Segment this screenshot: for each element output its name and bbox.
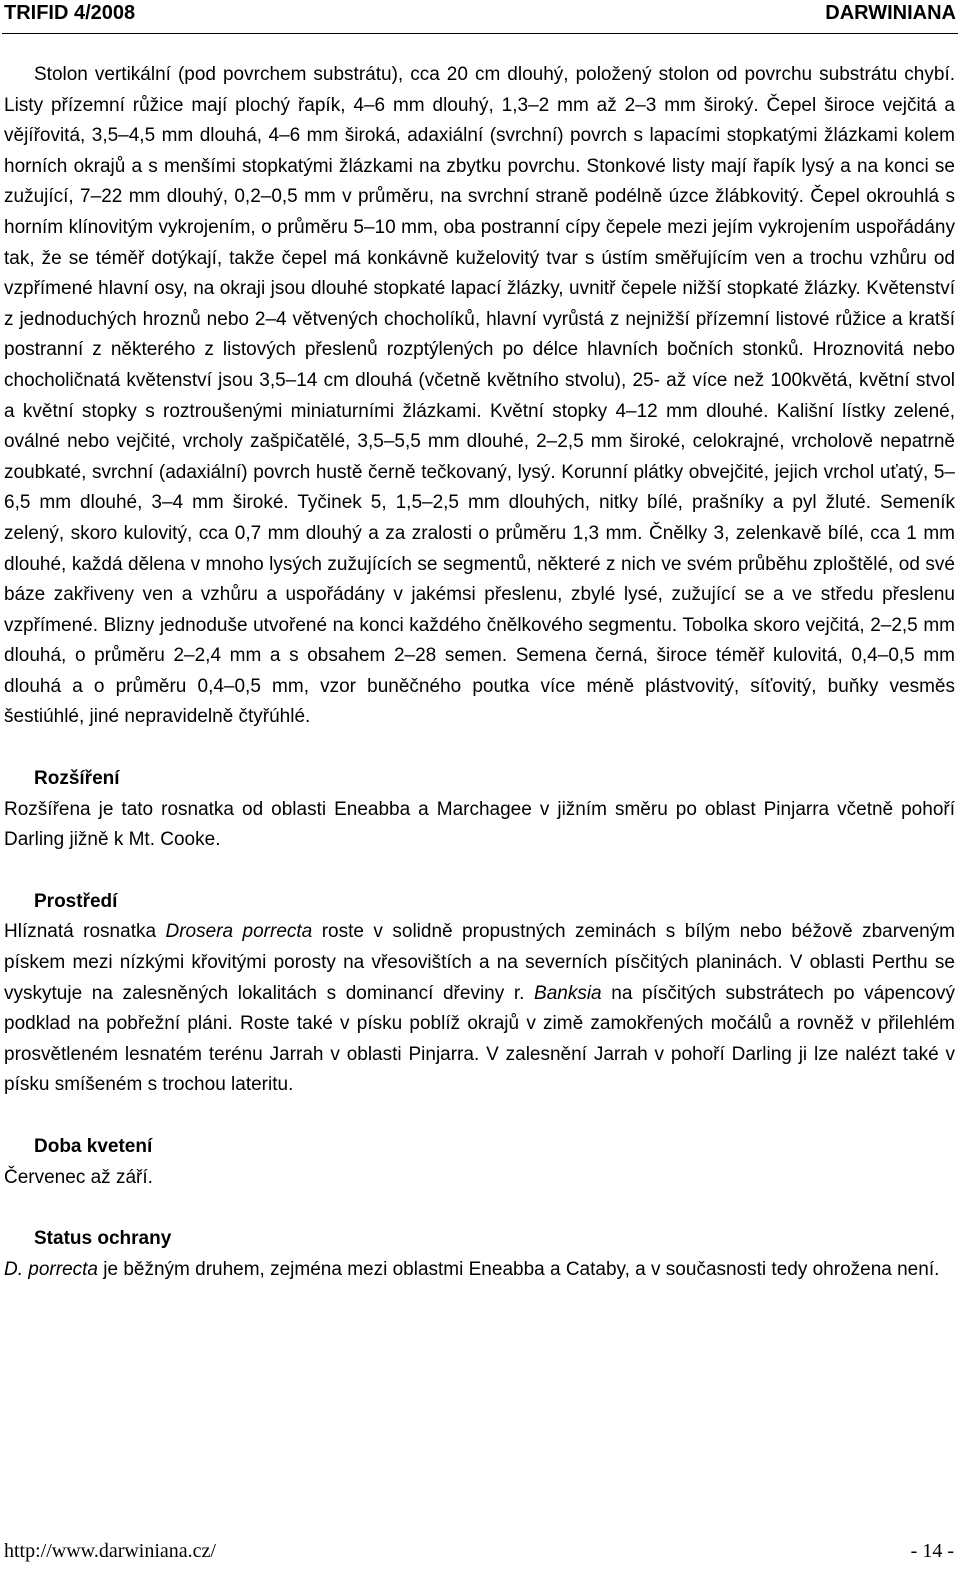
journal-issue: TRIFID 4/2008: [4, 2, 136, 24]
flowering-section: [4, 1132, 955, 1193]
habitat-text-1: Hlíznatá rosnatka: [4, 921, 166, 943]
footer-url[interactable]: http://www.darwiniana.cz/: [4, 1540, 216, 1562]
habitat-paragraph: [4, 917, 955, 1101]
flowering-heading: Doba kvetení: [34, 1136, 153, 1157]
conservation-paragraph: [4, 1255, 955, 1286]
habitat-species-name: Drosera porrecta: [165, 921, 313, 943]
conservation-heading: Status ochrany: [34, 1228, 172, 1250]
distribution-paragraph: Rozšířena je tato rosnatka od oblasti Eneabba a Marchagee v jižním směru po oblast Pinjarra včetně pohoří Darling jižně k Mt. Cooke.: [4, 798, 955, 851]
conservation-section: [4, 1224, 955, 1285]
distribution-section: [4, 764, 955, 856]
habitat-heading: Prostředí: [34, 890, 118, 912]
habitat-genus-name: Banksia: [534, 982, 602, 1004]
habitat-text-2: roste v solidně propustných zeminách s bílým nebo béžově zbarveným pískem mezi nízkými křovitými porosty na vřesovištích a na severních písčitých planinách. V oblasti Perthu se vyskytuje na zalesněných lokalitách s dominancí dřeviny r.: [4, 921, 955, 1004]
journal-section: DARWINIANA: [825, 2, 956, 24]
habitat-text-3: na písčitých substrátech po vápencový podklad na pobřežní pláni. Roste také v písku poblíž okrajů v zimě zamokřených močálů a rovněž v přilehlém prosvětleném lesnatém terénu Jarrah v oblasti Pinjarra. V zalesnění Jarrah v pohoří Darling ji lze nalézt také v písku smíšeném s trochou lateritu.: [4, 982, 955, 1096]
header-divider: [2, 33, 958, 34]
conservation-text: je běžným druhem, zejména mezi oblastmi Eneabba a Cataby, a v současnosti tedy ohrožena není.: [97, 1258, 940, 1280]
article-body: [4, 60, 955, 1285]
page-header: [0, 0, 960, 30]
conservation-species-name: D. porrecta: [4, 1258, 98, 1280]
habitat-section: [4, 887, 955, 1101]
flowering-paragraph: Červenec až září.: [4, 1166, 153, 1188]
distribution-heading: Rozšíření: [34, 768, 120, 790]
page-footer: [0, 1538, 960, 1568]
page-number: - 14 -: [910, 1540, 954, 1562]
description-paragraph: Stolon vertikální (pod povrchem substrátu), cca 20 cm dlouhý, položený stolon od povrchu substrátu chybí. Listy přízemní růžice mají plochý řapík, 4–6 mm dlouhý, 1,3–2 mm až 2–3 mm široký. Čepel široce vejčitá a vějířovitá, 3,5–4,5 mm dlouhá, 4–6 mm široká, adaxiální (svrchní) povrch s lapacími stopkatými žlázkami kolem horních okrajů a s menšími stopkatými žlázkami na zbytku povrchu. Stonkové listy mají řapík lysý a na konci se zužující, 7–22 mm dlouhý, 0,2–0,5 mm v průměru, na svrchní straně podélně úzce žlábkovitý. Čepel okrouhlá s horním klínovitým vykrojením, o průměru 5–10 mm, oba postranní cípy čepele mezi jejím vykrojením uspořádány tak, že se téměř dotýkají, takže čepel má konkávně kuželovitý tvar s ústím směřujícím ven a trochu vzhůru od vzpřímené hlavní osy, na okraji jsou dlouhé stopkaté lapací žlázky, uvnitř čepele nižší stopkaté žlázky. Květenství z jednoduchých hroznů nebo 2–4 větvených chocholíků, hlavní vyrůstá z nejnižší přízemní listové růžice a kratší postranní z některého z listových přeslenů rozptýlených po délce hlavních bočních stonků. Hroznovitá nebo chocholičnatá květenství jsou 3,5–14 cm dlouhá (včetně květního stvolu), 25- až více než 100květá, květní stvol a květní stopky s roztroušenými miniaturními žlázkami. Květní stopky 4–12 mm dlouhé. Kališní lístky zelené, oválné nebo vejčité, vrcholy zašpičatělé, 3,5–5,5 mm dlouhé, 2–2,5 mm široké, celokrajné, vrcholově nepatrně zoubkaté, svrchní (adaxiální) povrch hustě černě tečkovaný, lysý. Korunní plátky obvejčité, jejich vrchol uťatý, 5–6,5 mm dlouhé, 3–4 mm široké. Tyčinek 5, 1,5–2,5 mm dlouhých, nitky bílé, prašníky a pyl žluté. Semeník zelený, skoro kulovitý, cca 0,7 mm dlouhý a za zralosti o průměru 1,3 mm. Čnělky 3, zelenkavě bílé, cca 1 mm dlouhé, každá dělena v mnoho lysých zužujících se segmentů, některé z nich ve svém průběhu zploštělé, od své báze zakřiveny ven a vzhůru a uspořádány v jakémsi přeslenu, zbylé lysé, zužující se a ve středu přeslenu vzpřímené. Blizny jednoduše utvořené na konci každého čnělkového segmentu. Tobolka skoro vejčitá, 2–2,5 mm dlouhá, o průměru 2–2,4 mm a s obsahem 2–28 semen. Semena černá, široce téměř kulovitá, 0,4–0,5 mm dlouhá a o průměru 0,4–0,5 mm, vzor buněčného poutka více méně plástvovitý, síťovitý, buňky vesměs šestiúhlé, jiné nepravidelně čtyřúhlé.: [4, 64, 955, 728]
